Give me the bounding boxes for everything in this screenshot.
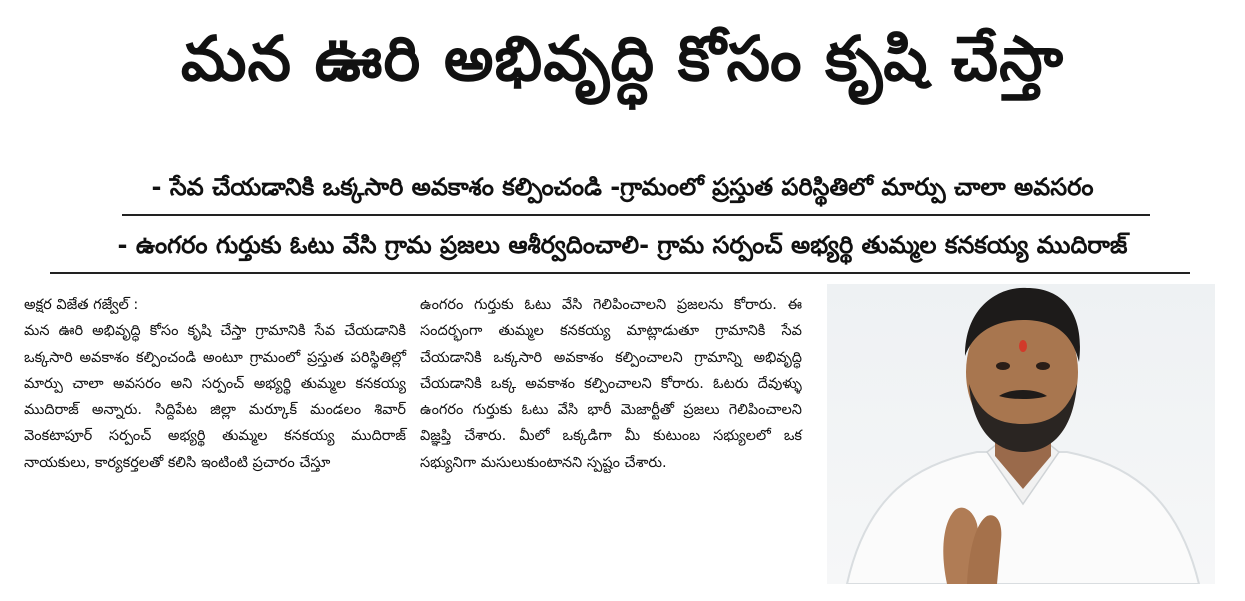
article-column-2 bbox=[420, 292, 802, 476]
article-column-1 bbox=[24, 292, 406, 476]
subheadline-1: - సేవ చేయడానికి ఒక్కసారి అవకాశం కల్పించండి -గ్రామంలో ప్రస్తుత పరిస్థితిలో మార్పు చాలా అవసరం bbox=[151, 173, 1094, 201]
dateline: అక్షర విజేత గజ్వేల్ : bbox=[24, 297, 139, 313]
portrait-illustration bbox=[827, 284, 1215, 584]
candidate-photo bbox=[827, 284, 1215, 584]
divider-rule-1 bbox=[122, 214, 1150, 216]
headline: మన ఊరి అభివృద్ధి కోసం కృషి చేస్తా bbox=[180, 22, 1065, 95]
subheadline-2: - ఉంగరం గుర్తుకు ఓటు వేసి గ్రామ ప్రజలు ఆశీర్వదించాలి- గ్రామ సర్పంచ్ అభ్యర్థి తుమ్మల కనకయ్య ముదిరాజ్ bbox=[117, 231, 1128, 259]
divider-rule-2 bbox=[50, 272, 1190, 274]
column-1-body: మన ఊరి అభివృద్ధి కోసం కృషి చేస్తా గ్రామానికి సేవ చేయడానికి ఒక్కసారి అవకాశం కల్పించండి అంటూ గ్రామంలో ప్రస్తుత పరిస్థితిల్లో మార్పు చాలా అవసరం అని సర్పంచ్ అభ్యర్థి తుమ్మల కనకయ్య ముదిరాజ్ అన్నారు. సిద్దిపేట జిల్లా మర్కూక్ మండలం శివార్ వెంకటాపూర్ సర్పంచ్ అభ్యర్థి తుమ్మల కనకయ్య ముదిరాజ్ నాయకులు, కార్యకర్తలతో కలిసి ఇంటింటి ప్రచారం చేస్తూ bbox=[24, 323, 406, 471]
column-2-body: ఉంగరం గుర్తుకు ఓటు వేసి గెలిపించాలని ప్రజలను కోరారు. ఈ సందర్భంగా తుమ్మల కనకయ్య మాట్లాడుతూ గ్రామానికి సేవ చేయడానికి ఒక్కసారి అవకాశం కల్పించాలని గ్రామాన్ని అభివృద్ధి చేయడానికి ఒక్క అవకాశం కల్పించాలని కోరారు. ఓటరు దేవుళ్ళు ఉంగరం గుర్తుకు ఓటు వేసి భారీ మెజార్టీతో ప్రజలు గెలిపించాలని విజ్ఞప్తి చేశారు. మీలో ఒక్కడిగా మీ కుటుంబ సభ్యులలో ఒక సభ్యునిగా మసులుకుంటానని స్పష్టం చేశారు. bbox=[420, 297, 802, 471]
